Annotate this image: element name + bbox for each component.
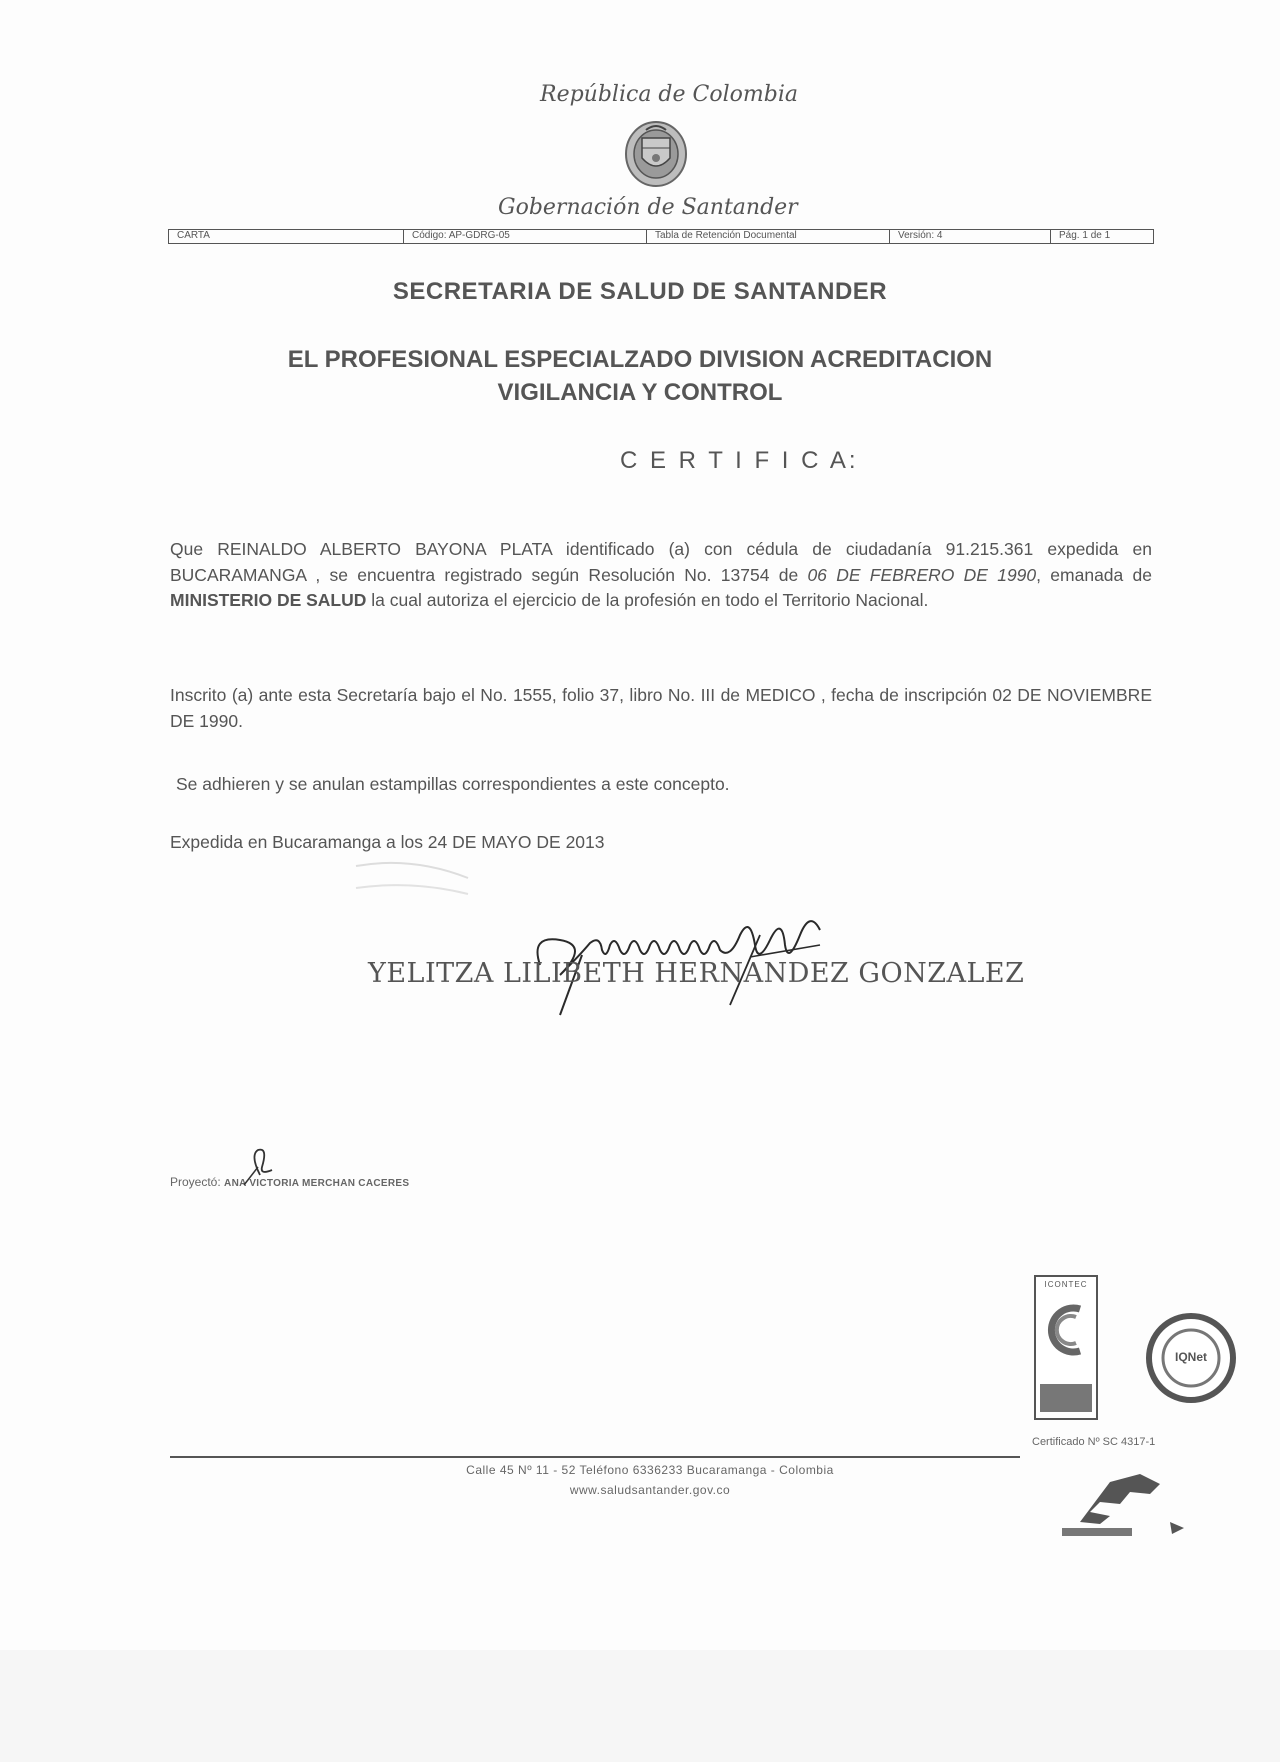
doc-type-cell: CARTA <box>169 230 404 243</box>
iqnet-logo <box>1145 1312 1237 1404</box>
coat-of-arms-seal-icon <box>624 118 688 188</box>
footer-divider <box>170 1456 1020 1458</box>
inscription-text: Inscrito (a) ante esta Secretaría bajo el No. 1555, folio 37, libro No. III de MEDICO , fecha de inscripción 02 DE NOVIEMBRE DE 1990. <box>170 685 1152 731</box>
document-control-table <box>168 229 1154 244</box>
initials-signature <box>240 1145 280 1190</box>
santander-map-icon <box>1060 1472 1190 1542</box>
page-number-cell: Pág. 1 de 1 <box>1059 230 1111 241</box>
paragraph-text: la cual autoriza el ejercicio de la profesión en todo el Territorio Nacional. <box>366 590 929 610</box>
certification-paragraph <box>170 537 1152 614</box>
projected-by <box>170 1175 409 1189</box>
inscription-paragraph <box>170 683 1152 734</box>
resolution-date: 06 DE FEBRERO DE 1990 <box>807 564 1037 585</box>
footer-address: Calle 45 Nº 11 - 52 Teléfono 6336233 Bucaramanga - Colombia <box>466 1463 834 1477</box>
profesional-title-line2: VIGILANCIA Y CONTROL <box>497 379 783 406</box>
paragraph-text: Que REINALDO ALBERTO BAYONA PLATA identificado (a) con cédula de ciudadanía 91.215.361 expedida en BUCARAMANGA , se encuentra registrado según Resolución No. 13754 de <box>170 539 1152 585</box>
government-heading: Gobernación de Santander <box>498 195 798 220</box>
certificate-number: Certificado Nº SC 4317-1 <box>1032 1436 1156 1448</box>
icontec-logo <box>1034 1275 1098 1420</box>
ministry-name: MINISTERIO DE SALUD <box>170 590 367 610</box>
issued-paragraph <box>170 830 1152 856</box>
signer-name: YELITZA LILIBETH HERNANDEZ GONZALEZ <box>368 958 1025 989</box>
retention-table-cell: Tabla de Retención Documental <box>647 230 890 243</box>
secretaria-title: SECRETARIA DE SALUD DE SANTANDER <box>392 278 888 305</box>
scan-margin <box>0 1650 1280 1762</box>
paragraph-text: , emanada de <box>1036 564 1152 585</box>
stamps-paragraph <box>176 772 1158 798</box>
certifica-heading: C E R T I F I C A: <box>620 447 859 474</box>
issued-text: Expedida en Bucaramanga a los 24 DE MAYO DE 2013 <box>170 832 605 852</box>
republic-heading: República de Colombia <box>540 82 798 107</box>
stamps-text: Se adhieren y se anulan estampillas correspondientes a este concepto. <box>176 774 730 794</box>
projected-label: Proyectó: <box>170 1175 221 1189</box>
iqnet-label: IQNet <box>1174 1350 1207 1364</box>
profesional-title-line1: EL PROFESIONAL ESPECIALZADO DIVISION ACREDITACION <box>287 346 993 373</box>
faint-stamp-mark <box>352 858 472 898</box>
doc-code-cell: Código: AP-GDRG-05 <box>404 230 647 243</box>
version-cell: Versión: 4 <box>890 230 1051 243</box>
projected-name: ANA VICTORIA MERCHAN CACERES <box>224 1178 410 1189</box>
footer-website: www.saludsantander.gov.co <box>569 1483 731 1497</box>
icontec-label: ICONTEC <box>1044 1280 1088 1289</box>
